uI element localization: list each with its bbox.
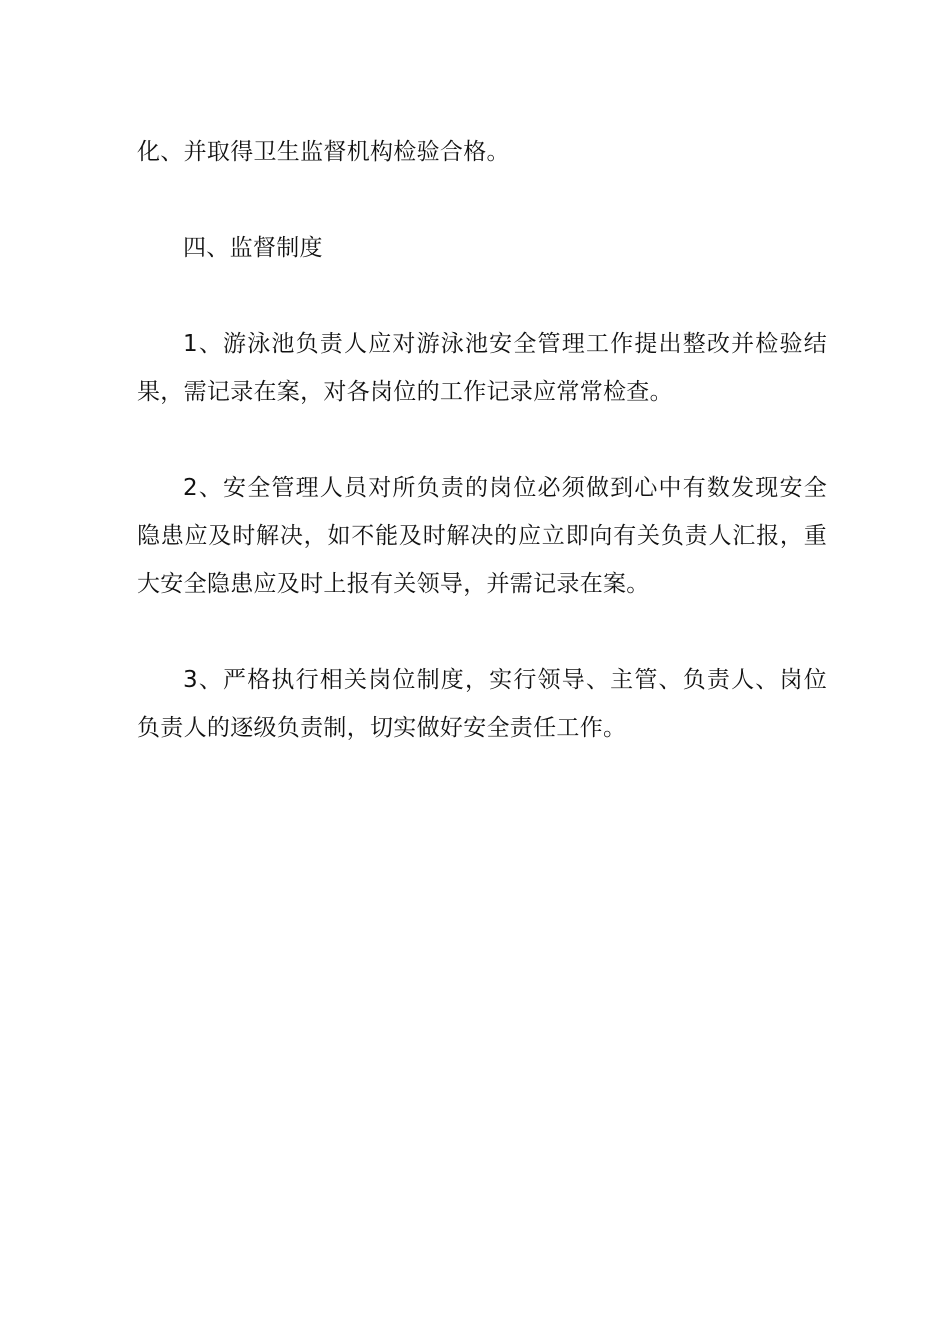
paragraph-gap (137, 416, 827, 464)
section-heading: 四、监督制度 (183, 235, 323, 261)
continuation-paragraph: 化、并取得卫生监督机构检验合格。 (137, 139, 510, 165)
rule-item-3: 3、严格执行相关岗位制度，实行领导、主管、负责人、岗位负责人的逐级负责制，切实做好安全责任工作。 (137, 667, 827, 741)
rule-item-2: 2、安全管理人员对所负责的岗位必须做到心中有数发现安全隐患应及时解决，如不能及时解决的应立即向有关负责人汇报，重大安全隐患应及时上报有关领导，并需记录在案。 (137, 475, 827, 597)
document-body (137, 128, 827, 752)
paragraph-gap (137, 176, 827, 224)
paragraph-gap (137, 272, 827, 320)
paragraph-gap (137, 608, 827, 656)
rule-item-1: 1、游泳池负责人应对游泳池安全管理工作提出整改并检验结果，需记录在案，对各岗位的工作记录应常常检查。 (137, 331, 827, 405)
